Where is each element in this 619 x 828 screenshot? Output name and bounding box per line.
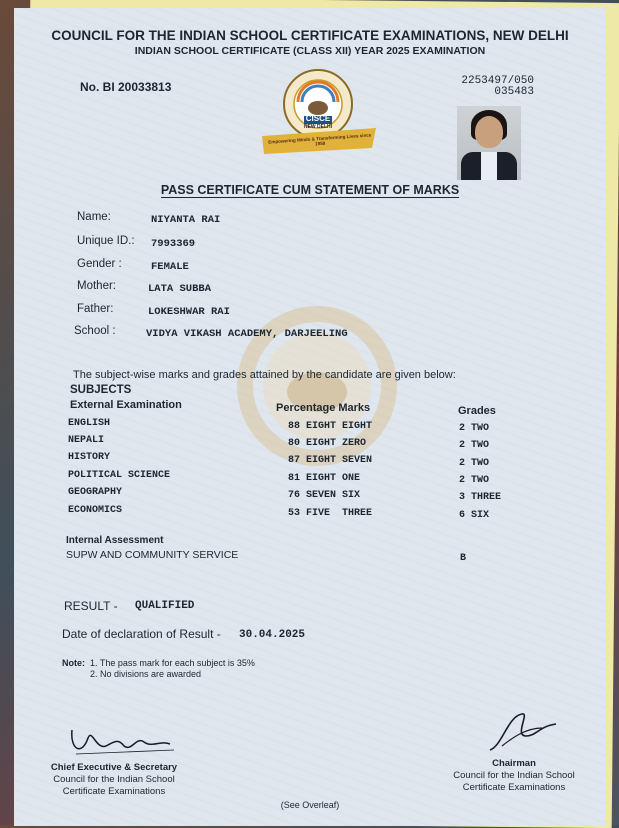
subject-grade: 2 TWO (459, 423, 490, 434)
unique-id-label: Unique ID.: (77, 235, 135, 247)
certificate-title (14, 183, 606, 197)
subject-marks: 88 EIGHT EIGHT (288, 421, 373, 432)
subject-marks: 81 EIGHT ONE (288, 473, 361, 484)
subject-grade: 2 TWO (459, 458, 490, 469)
see-overleaf: (See Overleaf) (280, 800, 340, 810)
serial-number (444, 76, 534, 98)
school-label: School : (74, 325, 116, 337)
chief-executive-signature (62, 720, 182, 760)
declaration-label: Date of declaration of Result - (62, 627, 221, 641)
result-label: RESULT - (64, 599, 118, 613)
subject-marks: 53 FIVE THREE (288, 508, 373, 519)
father-label: Father: (77, 303, 114, 315)
logo-tagline: Empowering Minds & Transforming Lives since 1958 (268, 132, 372, 147)
grades-heading: Grades (458, 405, 496, 417)
logo-place: NEW DELHI (303, 124, 333, 130)
serial-line1: 2253497/050 (461, 75, 534, 87)
internal-heading: Internal Assessment (66, 535, 164, 546)
candidate-photo (457, 106, 521, 180)
chairman-signature (482, 706, 562, 756)
chairman-line1: Council for the Indian School (453, 770, 575, 781)
logo-name: CISCE (305, 114, 331, 123)
internal-subject: SUPW AND COMMUNITY SERVICE (66, 549, 239, 561)
father-value: LOKESHWAR RAI (148, 306, 230, 318)
school-value: VIDYA VIKASH ACADEMY, DARJEELING (146, 328, 348, 340)
subject-grade: 6 SIX (459, 510, 490, 521)
marks-heading: Percentage Marks (276, 402, 371, 414)
certificate-number: No. BI 20033813 (80, 80, 172, 94)
note-line2: 2. No divisions are awarded (90, 669, 202, 679)
subject-grade: 2 TWO (459, 440, 490, 451)
subjects-heading: SUBJECTS (70, 384, 132, 396)
subject-name: GEOGRAPHY (68, 487, 123, 498)
header-council: COUNCIL FOR THE INDIAN SCHOOL CERTIFICATE EXAMINATIONS, NEW DELHI (51, 28, 569, 43)
unique-id-value: 7993369 (151, 238, 196, 250)
cisce-logo (254, 66, 384, 156)
chairman-block (434, 758, 594, 794)
note-label: Note: (62, 658, 85, 668)
subject-name: HISTORY (68, 452, 111, 463)
subject-name: NEPALI (68, 435, 105, 446)
result-value: QUALIFIED (135, 600, 195, 612)
subject-grade: 3 THREE (459, 492, 502, 503)
subject-name: POLITICAL SCIENCE (68, 470, 171, 481)
certificate (14, 8, 606, 826)
name-value: NIYANTA RAI (151, 214, 221, 226)
gender-value: FEMALE (151, 261, 189, 273)
chairman-title: Chairman (492, 758, 536, 769)
chief-executive-line2: Certificate Examinations (62, 786, 166, 797)
chairman-line2: Certificate Examinations (462, 782, 566, 793)
chief-executive-line1: Council for the Indian School (53, 774, 175, 785)
subject-marks: 76 SEVEN SIX (288, 490, 361, 501)
note-line1: 1. The pass mark for each subject is 35% (90, 658, 255, 668)
serial-line2: 035483 (494, 86, 534, 98)
gender-label: Gender : (77, 258, 122, 270)
subject-grade: 2 TWO (459, 475, 490, 486)
subject-name: ENGLISH (68, 418, 111, 429)
chief-executive-block (34, 762, 194, 798)
declaration-value: 30.04.2025 (239, 629, 306, 641)
subject-marks: 87 EIGHT SEVEN (288, 455, 373, 466)
subject-name: ECONOMICS (68, 505, 123, 516)
header-exam: INDIAN SCHOOL CERTIFICATE (CLASS XII) YEAR 2025 EXAMINATION (134, 45, 486, 57)
external-heading: External Examination (70, 399, 182, 411)
marks-intro: The subject-wise marks and grades attained by the candidate are given below: (73, 369, 456, 381)
chief-executive-title: Chief Executive & Secretary (50, 762, 178, 773)
mother-value: LATA SUBBA (148, 283, 212, 295)
certificate-title-text: PASS CERTIFICATE CUM STATEMENT OF MARKS (160, 183, 460, 197)
name-label: Name: (77, 211, 111, 223)
subject-marks: 80 EIGHT ZERO (288, 438, 367, 449)
internal-grade: B (460, 553, 467, 564)
mother-label: Mother: (77, 280, 116, 292)
